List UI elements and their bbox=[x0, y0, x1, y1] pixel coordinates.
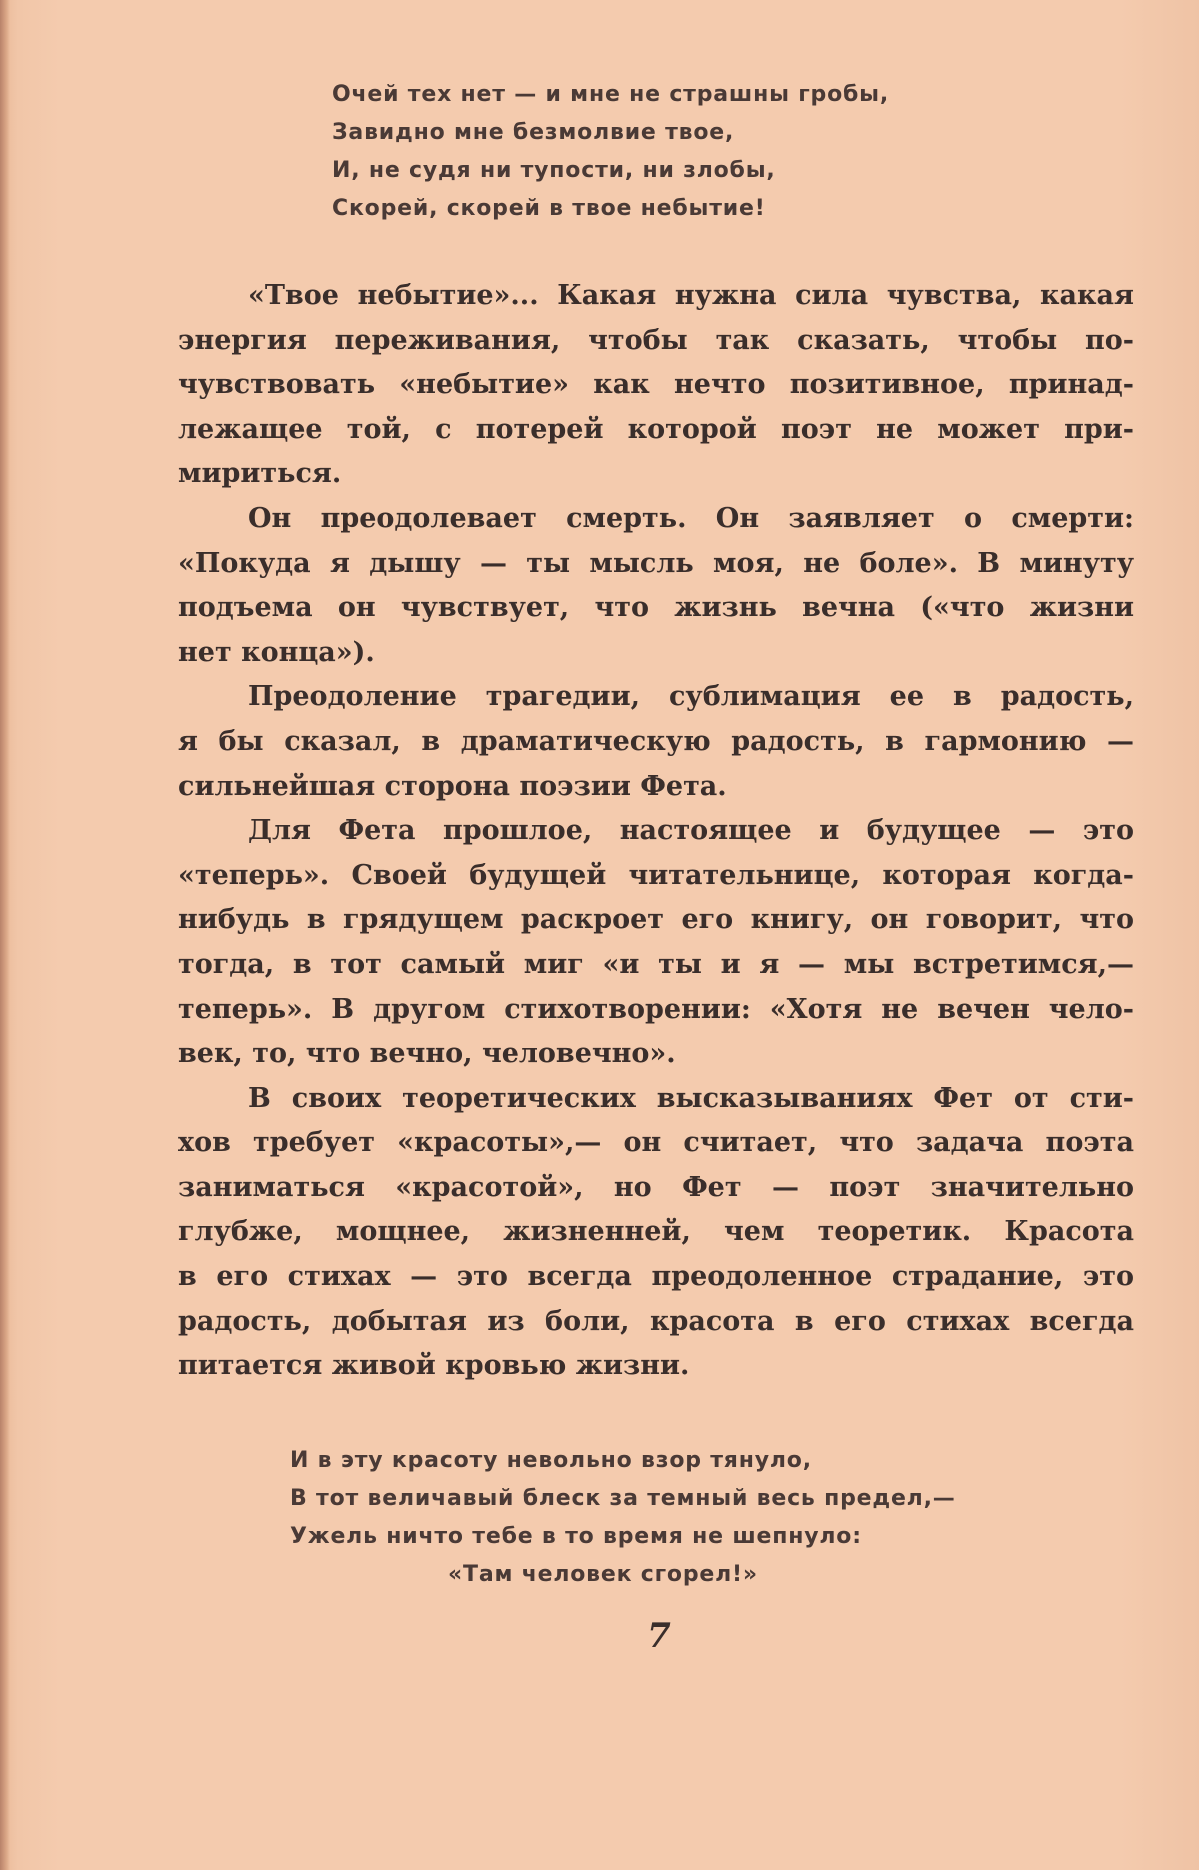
paragraph bbox=[178, 1077, 1134, 1389]
text-line: заниматься «красотой», но Фет — поэт значительно bbox=[178, 1171, 1134, 1203]
paragraph bbox=[178, 675, 1134, 809]
text-line: лежащее той, с потерей которой поэт не может при- bbox=[178, 413, 1134, 445]
text-line: чувствовать «небытие» как нечто позитивное, принад- bbox=[178, 369, 1134, 401]
text-line: подъема он чувствует, что жизнь вечна («что жизни bbox=[178, 592, 1134, 624]
spine-shadow bbox=[0, 0, 10, 1870]
text-line: хов требует «красоты»,— он считает, что задача поэта bbox=[178, 1127, 1134, 1159]
text-line: Для Фета прошлое, настоящее и будущее — это bbox=[248, 815, 1134, 847]
verse-line: Очей тех нет — и мне не страшны гробы, bbox=[332, 82, 890, 107]
prose-body bbox=[178, 274, 1134, 1389]
text-line: «Твое небытие»... Какая нужна сила чувства, какая bbox=[248, 280, 1134, 311]
verse-line: Завидно мне безмолвие твое, bbox=[332, 120, 735, 145]
text-line: век, то, что вечно, человечно». bbox=[178, 1038, 676, 1070]
text-line: теперь». В другом стихотворении: «Хотя не вечен чело- bbox=[178, 993, 1134, 1025]
text-line: в его стихах — это всегда преодоленное страдание, это bbox=[178, 1261, 1134, 1293]
text-line: энергия переживания, чтобы так сказать, чтобы по- bbox=[178, 324, 1134, 356]
text-line: глубже, мощнее, жизненней, чем теоретик. Красота bbox=[178, 1216, 1134, 1248]
text-line: «Покуда я дышу — ты мысль моя, не боле». В минуту bbox=[178, 547, 1134, 579]
text-line: тогда, в тот самый миг «и ты и я — мы встретимся,— bbox=[178, 948, 1134, 980]
verse-line: «Там человек сгорел!» bbox=[448, 1562, 758, 1587]
text-line: нибудь в грядущем раскроет его книгу, он говорит, что bbox=[178, 904, 1134, 936]
text-line: «теперь». Своей будущей читательнице, которая когда- bbox=[178, 859, 1134, 891]
page-number: 7 bbox=[647, 1616, 671, 1656]
verse-line: И, не судя ни тупости, ни злобы, bbox=[332, 158, 776, 183]
text-line: нет конца»). bbox=[178, 636, 375, 668]
text-line: радость, добытая из боли, красота в его стихах всегда bbox=[178, 1305, 1134, 1337]
verse-line: Ужель ничто тебе в то время не шепнуло: bbox=[290, 1524, 862, 1549]
verse-line: И в эту красоту невольно взор тянуло, bbox=[290, 1448, 812, 1473]
paragraph bbox=[178, 809, 1134, 1077]
text-line: мириться. bbox=[178, 458, 342, 490]
verse-line: В тот величавый блеск за темный весь предел,— bbox=[290, 1486, 956, 1511]
text-line: сильнейшая сторона поэзии Фета. bbox=[178, 770, 727, 802]
text-line: питается живой кровью жизни. bbox=[178, 1350, 690, 1382]
text-line: Он преодолевает смерть. Он заявляет о смерти: bbox=[248, 502, 1134, 534]
paragraph bbox=[178, 274, 1134, 497]
paragraph bbox=[178, 497, 1134, 675]
text-line: Преодоление трагедии, сублимация ее в радость, bbox=[248, 681, 1134, 713]
verse-bottom bbox=[290, 1442, 956, 1594]
text-line: я бы сказал, в драматическую радость, в гармонию — bbox=[178, 725, 1134, 757]
text-line: В своих теоретических высказываниях Фет от сти- bbox=[248, 1082, 1134, 1114]
verse-line: Скорей, скорей в твое небытие! bbox=[332, 196, 766, 221]
verse-top bbox=[332, 76, 889, 228]
